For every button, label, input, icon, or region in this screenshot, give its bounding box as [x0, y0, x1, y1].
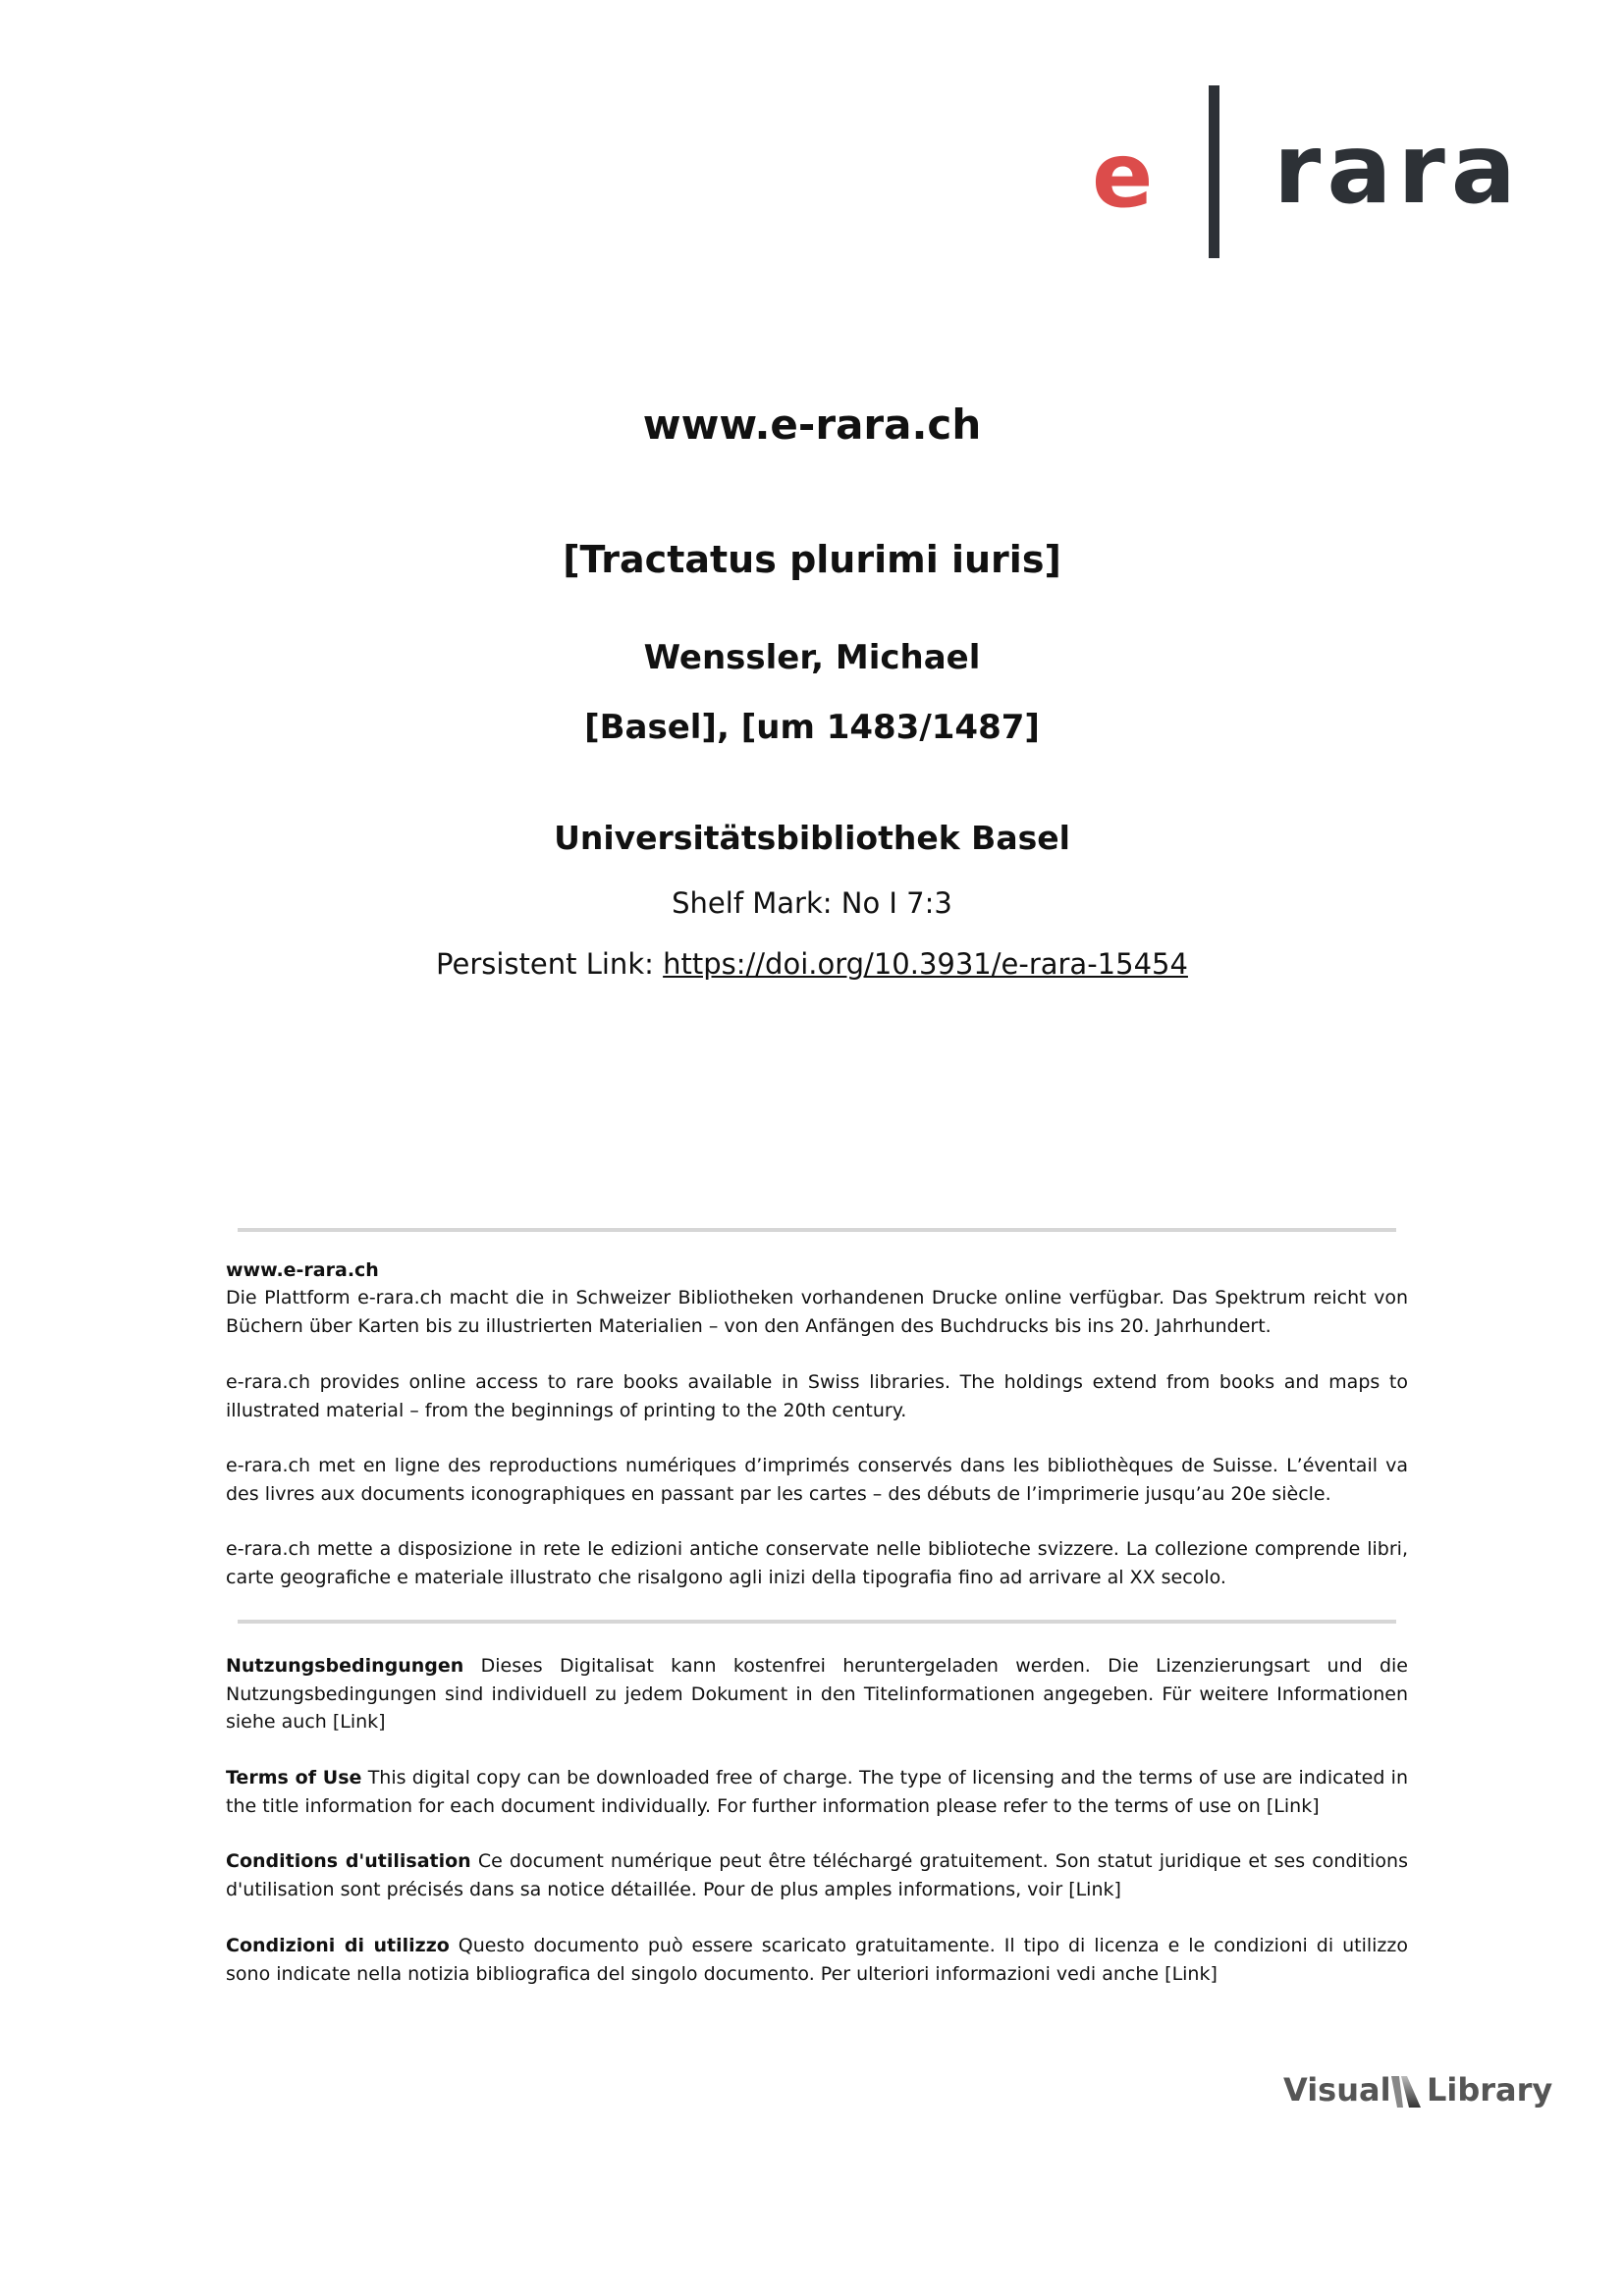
- persistent-link-line: [0, 947, 1624, 981]
- terms-en-label: Terms of Use: [226, 1767, 362, 1789]
- terms-de-text: Dieses Digitalisat kann kostenfrei heruntergeladen werden. Die Lizenzierungsart und die Nutzungsbedingungen sind individuell zu jedem Dokument in den Titelinformationen angegeben. Für weitere Informationen siehe auch: [226, 1655, 1408, 1733]
- about-fr-text: e-rara.ch met en ligne des reproductions numériques d’imprimés conservés dans les bibliothèques de Suisse. L’éventail va des livres aux documents iconographiques en passant par les cartes – des débuts de l’imprimerie jusqu’au 20e siècle.: [226, 1455, 1408, 1505]
- terms-en-text: This digital copy can be downloaded free of charge. The type of licensing and the terms of use are indicated in the title information for each document individually. For further information please refer to the terms of use on: [226, 1767, 1408, 1817]
- terms-fr-text: Ce document numérique peut être téléchargé gratuitement. Son statut juridique et ses conditions d'utilisation sont précisés dans sa notice détaillée. Pour de plus amples informations, voir: [226, 1850, 1408, 1900]
- terms-de-link[interactable]: [Link]: [332, 1711, 386, 1733]
- terms-de: [226, 1652, 1408, 1736]
- about-en: [226, 1368, 1408, 1424]
- terms-de-label: Nutzungsbedingungen: [226, 1655, 464, 1677]
- terms-it-text: Questo documento può essere scaricato gratuitamente. Il tipo di licenza e le condizioni di utilizzo sono indicate nella notizia bibliografica del singolo documento. Per ulteriori informazioni vedi anche: [226, 1935, 1408, 1985]
- imprint: [Basel], [um 1483/1487]: [584, 708, 1040, 747]
- divider: [238, 1620, 1396, 1624]
- terms-fr: [226, 1847, 1408, 1903]
- about-heading: www.e-rara.ch: [226, 1259, 379, 1281]
- visual-library-mark-icon: [1389, 2076, 1425, 2109]
- about-it-text: e-rara.ch mette a disposizione in rete le edizioni antiche conservate nelle biblioteche svizzere. La collezione comprende libri, carte geografiche e materiale illustrato che risalgono agli inizi della tipografia fino ad arrivare al XX secolo.: [226, 1538, 1408, 1588]
- divider: [238, 1228, 1396, 1232]
- persistent-link-label: Persistent Link:: [436, 947, 664, 981]
- terms-fr-label: Conditions d'utilisation: [226, 1850, 471, 1872]
- about-de-text: Die Plattform e-rara.ch macht die in Schweizer Bibliotheken vorhandenen Drucke online verfügbar. Das Spektrum reicht von Büchern über Karten bis zu illustrierten Materialien – von den Anfängen des Buchdrucks bis ins 20. Jahrhundert.: [226, 1287, 1408, 1337]
- site-title: www.e-rara.ch: [642, 400, 982, 449]
- terms-it-label: Condizioni di utilizzo: [226, 1935, 450, 1956]
- logo-rara: rara: [1273, 114, 1522, 226]
- about-de: [226, 1284, 1408, 1340]
- visual-library-word1: Visual: [1283, 2071, 1391, 2109]
- terms-en: [226, 1764, 1408, 1820]
- terms-en-link[interactable]: [Link]: [1266, 1794, 1320, 1817]
- persistent-link[interactable]: https://doi.org/10.3931/e-rara-15454: [663, 947, 1188, 981]
- terms-it-link[interactable]: [Link]: [1164, 1962, 1218, 1985]
- library-name: Universitätsbibliothek Basel: [554, 819, 1070, 857]
- author: Wenssler, Michael: [643, 638, 981, 677]
- terms-it: [226, 1932, 1408, 1988]
- visual-library-logo: [1281, 2073, 1556, 2112]
- about-en-text: e-rara.ch provides online access to rare books available in Swiss libraries. The holdings extend from books and maps to illustrated material – from the beginnings of printing to the 20th century.: [226, 1371, 1408, 1421]
- book-title: [Tractatus plurimi iuris]: [563, 538, 1061, 581]
- about-it: [226, 1535, 1408, 1591]
- logo-e: e: [1092, 123, 1154, 228]
- e-rara-logo: [1090, 83, 1532, 265]
- terms-fr-link[interactable]: [Link]: [1068, 1878, 1121, 1900]
- visual-library-word2: Library: [1427, 2071, 1553, 2109]
- shelf-mark: Shelf Mark: No I 7:3: [672, 886, 952, 920]
- about-fr: [226, 1452, 1408, 1508]
- logo-divider: [1209, 85, 1219, 258]
